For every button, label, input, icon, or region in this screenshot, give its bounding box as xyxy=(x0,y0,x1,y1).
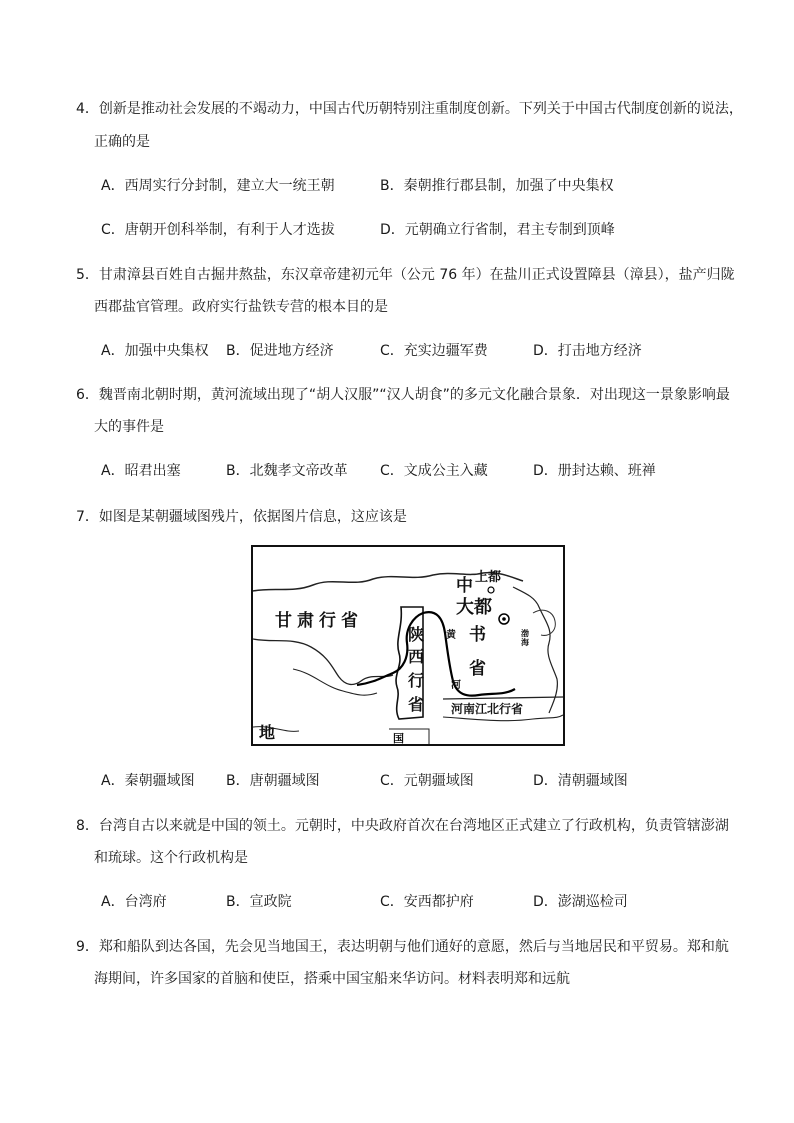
map-label-shaanxi-3: 行 xyxy=(408,671,425,690)
map-label-zhong: 中 xyxy=(456,576,473,596)
map-label-henan: 河南江北行省 xyxy=(451,702,524,716)
q6-stem-line1: 6．魏晋南北朝时期，黄河流域出现了“胡人汉服”“汉人胡食”的多元文化融合景象．对出现这一景象影响最 xyxy=(76,387,730,403)
map-label-guo: 国 xyxy=(393,732,404,745)
q5-stem-line2: 西郡盐官管理。政府实行盐铁专营的根本目的是 xyxy=(94,299,388,315)
yuan-territory-map xyxy=(251,545,565,746)
q5-option-b: B．促进地方经济 xyxy=(226,343,334,359)
q8-stem-line1: 8．台湾自古以来就是中国的领土。元朝时，中央政府首次在台湾地区正式建立了行政机构，负责管辖澎湖 xyxy=(76,818,729,834)
q7-option-a: A．秦朝疆域图 xyxy=(101,773,195,789)
q6-option-d: D．册封达赖、班禅 xyxy=(533,463,656,479)
map-label-shaanxi-1: 陕 xyxy=(408,625,425,644)
map-label-gansu: 甘肃行省 xyxy=(275,611,363,631)
map-label-shaanxi-4: 省 xyxy=(408,695,425,714)
q5-stem-line1: 5．甘肃漳县百姓自古掘井熬盐，东汉章帝建初元年（公元 76 年）在盐川正式设置障县（漳县），盐产归陇 xyxy=(76,267,735,283)
q8-option-c: C．安西都护府 xyxy=(380,894,474,910)
map-label-shaanxi-2: 西 xyxy=(408,647,425,666)
map-label-bohai: 渤海 xyxy=(521,628,529,647)
q9-stem-line2: 海期间，许多国家的首脑和使臣，搭乘中国宝船来华访问。材料表明郑和远航 xyxy=(94,971,570,987)
q6-stem-line2: 大的事件是 xyxy=(94,419,164,435)
q5-option-c: C．充实边疆军费 xyxy=(380,343,488,359)
q8-option-d: D．澎湖巡检司 xyxy=(533,894,628,910)
map-label-dadu: 大都 xyxy=(456,597,492,618)
q5-option-a: A．加强中央集权 xyxy=(101,343,209,359)
q4-option-d: D．元朝确立行省制，君主专制到顶峰 xyxy=(380,222,615,238)
map-label-huang: 黄 xyxy=(446,630,456,641)
map-label-shangdu: 上都 xyxy=(475,570,502,585)
q8-stem-line2: 和琉球。这个行政机构是 xyxy=(94,850,248,866)
map-label-di: 地 xyxy=(259,723,276,742)
q7-stem-line1: 7．如图是某朝疆域图残片，依据图片信息，这应该是 xyxy=(76,509,407,525)
map-label-sheng: 省 xyxy=(469,659,486,679)
q7-option-b: B．唐朝疆域图 xyxy=(226,773,320,789)
q6-option-b: B．北魏孝文帝改革 xyxy=(226,463,348,479)
q6-option-c: C．文成公主入藏 xyxy=(380,463,488,479)
q6-option-a: A．昭君出塞 xyxy=(101,463,181,479)
q8-option-a: A．台湾府 xyxy=(101,894,167,910)
q7-option-c: C．元朝疆域图 xyxy=(380,773,474,789)
q8-option-b: B．宣政院 xyxy=(226,894,292,910)
q4-option-c: C．唐朝开创科举制，有利于人才选拔 xyxy=(101,222,335,238)
q4-stem-line2: 正确的是 xyxy=(94,134,150,150)
q7-option-d: D．清朝疆域图 xyxy=(533,773,628,789)
q9-stem-line1: 9．郑和船队到达各国，先会见当地国王，表达明朝与他们通好的意愿，然后与当地居民和平贸易。郑和航 xyxy=(76,939,729,955)
q5-option-d: D．打击地方经济 xyxy=(533,343,642,359)
q4-option-a: A．西周实行分封制，建立大一统王朝 xyxy=(101,178,335,194)
map-label-he: 河 xyxy=(451,680,461,691)
q4-option-b: B．秦朝推行郡县制，加强了中央集权 xyxy=(380,178,614,194)
q4-stem-line1: 4．创新是推动社会发展的不竭动力，中国古代历朝特别注重制度创新。下列关于中国古代制度创新的说法， xyxy=(76,101,743,117)
map-label-shu: 书 xyxy=(469,625,486,645)
